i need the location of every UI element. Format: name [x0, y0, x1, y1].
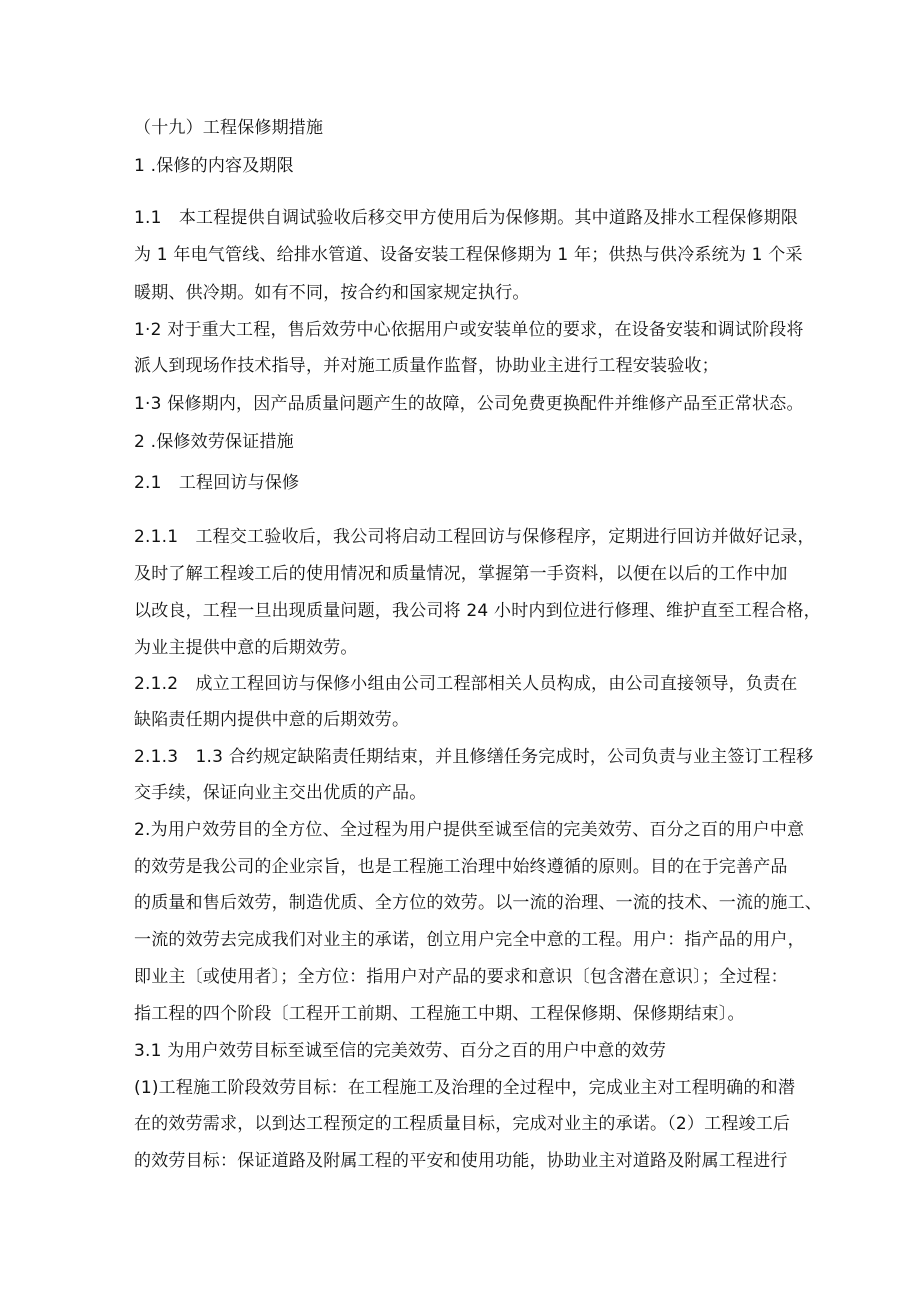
paragraph-line: 及时了解工程竣工后的使用情况和质量情况，掌握第一手资料，以便在以后的工作中加: [134, 564, 788, 584]
paragraph-line: 为业主提供中意的后期效劳。: [134, 638, 358, 658]
paragraph-line: 以改良，工程一旦出现质量问题，我公司将 24 小时内到位进行修理、维护直至工程合格，: [134, 601, 821, 621]
subsection-heading: 1 .保修的内容及期限: [134, 156, 294, 176]
paragraph-line: (1)工程施工阶段效劳目标：在工程施工及治理的全过程中，完成业主对工程明确的和潜: [134, 1078, 796, 1098]
paragraph-line: 在的效劳需求，以到达工程预定的工程质量目标，完成对业主的承诺。（2）工程竣工后: [134, 1114, 791, 1134]
paragraph-line: 2.1.1 工程交工验收后，我公司将启动工程回访与保修程序，定期进行回访并做好记录，: [134, 527, 815, 547]
paragraph-line: 派人到现场作技术指导，并对施工质量作监督，协助业主进行工程安装验收；: [134, 356, 719, 376]
paragraph-line: 暖期、供冷期。如有不同，按合约和国家规定执行。: [134, 283, 530, 303]
paragraph-line: 的质量和售后效劳，制造优质、全方位的效劳。以一流的治理、一流的技术、一流的施工、: [134, 893, 822, 913]
paragraph-line: 2.1.3 1.3 合约规定缺陷责任期结束，并且修缮任务完成时，公司负责与业主签订工程移: [134, 747, 814, 767]
section-heading: （十九）工程保修期措施: [134, 118, 324, 138]
paragraph-line: 2.1.2 成立工程回访与保修小组由公司工程部相关人员构成，由公司直接领导，负责在: [134, 674, 798, 694]
paragraph-line: 3.1 为用户效劳目标至诚至信的完美效劳、百分之百的用户中意的效劳: [134, 1041, 667, 1061]
paragraph-line: 一流的效劳去完成我们对业主的承诺，创立用户完全中意的工程。用户：指产品的用户，: [134, 930, 805, 950]
paragraph-line: 的效劳目标：保证道路及附属工程的平安和使用功能，协助业主对道路及附属工程进行: [134, 1151, 788, 1171]
paragraph-line: 为 1 年电气管线、给排水管道、设备安装工程保修期为 1 年；供热与供冷系统为 1 个采: [134, 245, 803, 265]
paragraph-line: 缺陷责任期内提供中意的后期效劳。: [134, 710, 410, 730]
subsection-heading: 2 .保修效劳保证措施: [134, 432, 294, 452]
paragraph-line: 1.1 本工程提供自调试验收后移交甲方使用后为保修期。其中道路及排水工程保修期限: [134, 208, 799, 228]
paragraph-line: 1·3 保修期内，因产品质量问题产生的故障，公司免费更换配件并维修产品至正常状态。: [134, 394, 804, 414]
paragraph-line: 2.为用户效劳目的全方位、全过程为用户提供至诚至信的完美效劳、百分之百的用户中意: [134, 820, 805, 840]
paragraph-line: 指工程的四个阶段〔工程开工前期、工程施工中期、工程保修期、保修期结束〕。: [134, 1004, 745, 1024]
paragraph-line: 1·2 对于重大工程，售后效劳中心依据用户或安装单位的要求，在设备安装和调试阶段将: [134, 320, 804, 340]
paragraph-line: 即业主〔或使用者〕；全方位：指用户对产品的要求和意识〔包含潜在意识〕；全过程：: [134, 967, 788, 987]
subsection-heading: 2.1 工程回访与保修: [134, 473, 300, 493]
paragraph-line: 的效劳是我公司的企业宗旨，也是工程施工治理中始终遵循的原则。目的在于完善产品: [134, 857, 788, 877]
paragraph-line: 交手续，保证向业主交出优质的产品。: [134, 783, 427, 803]
